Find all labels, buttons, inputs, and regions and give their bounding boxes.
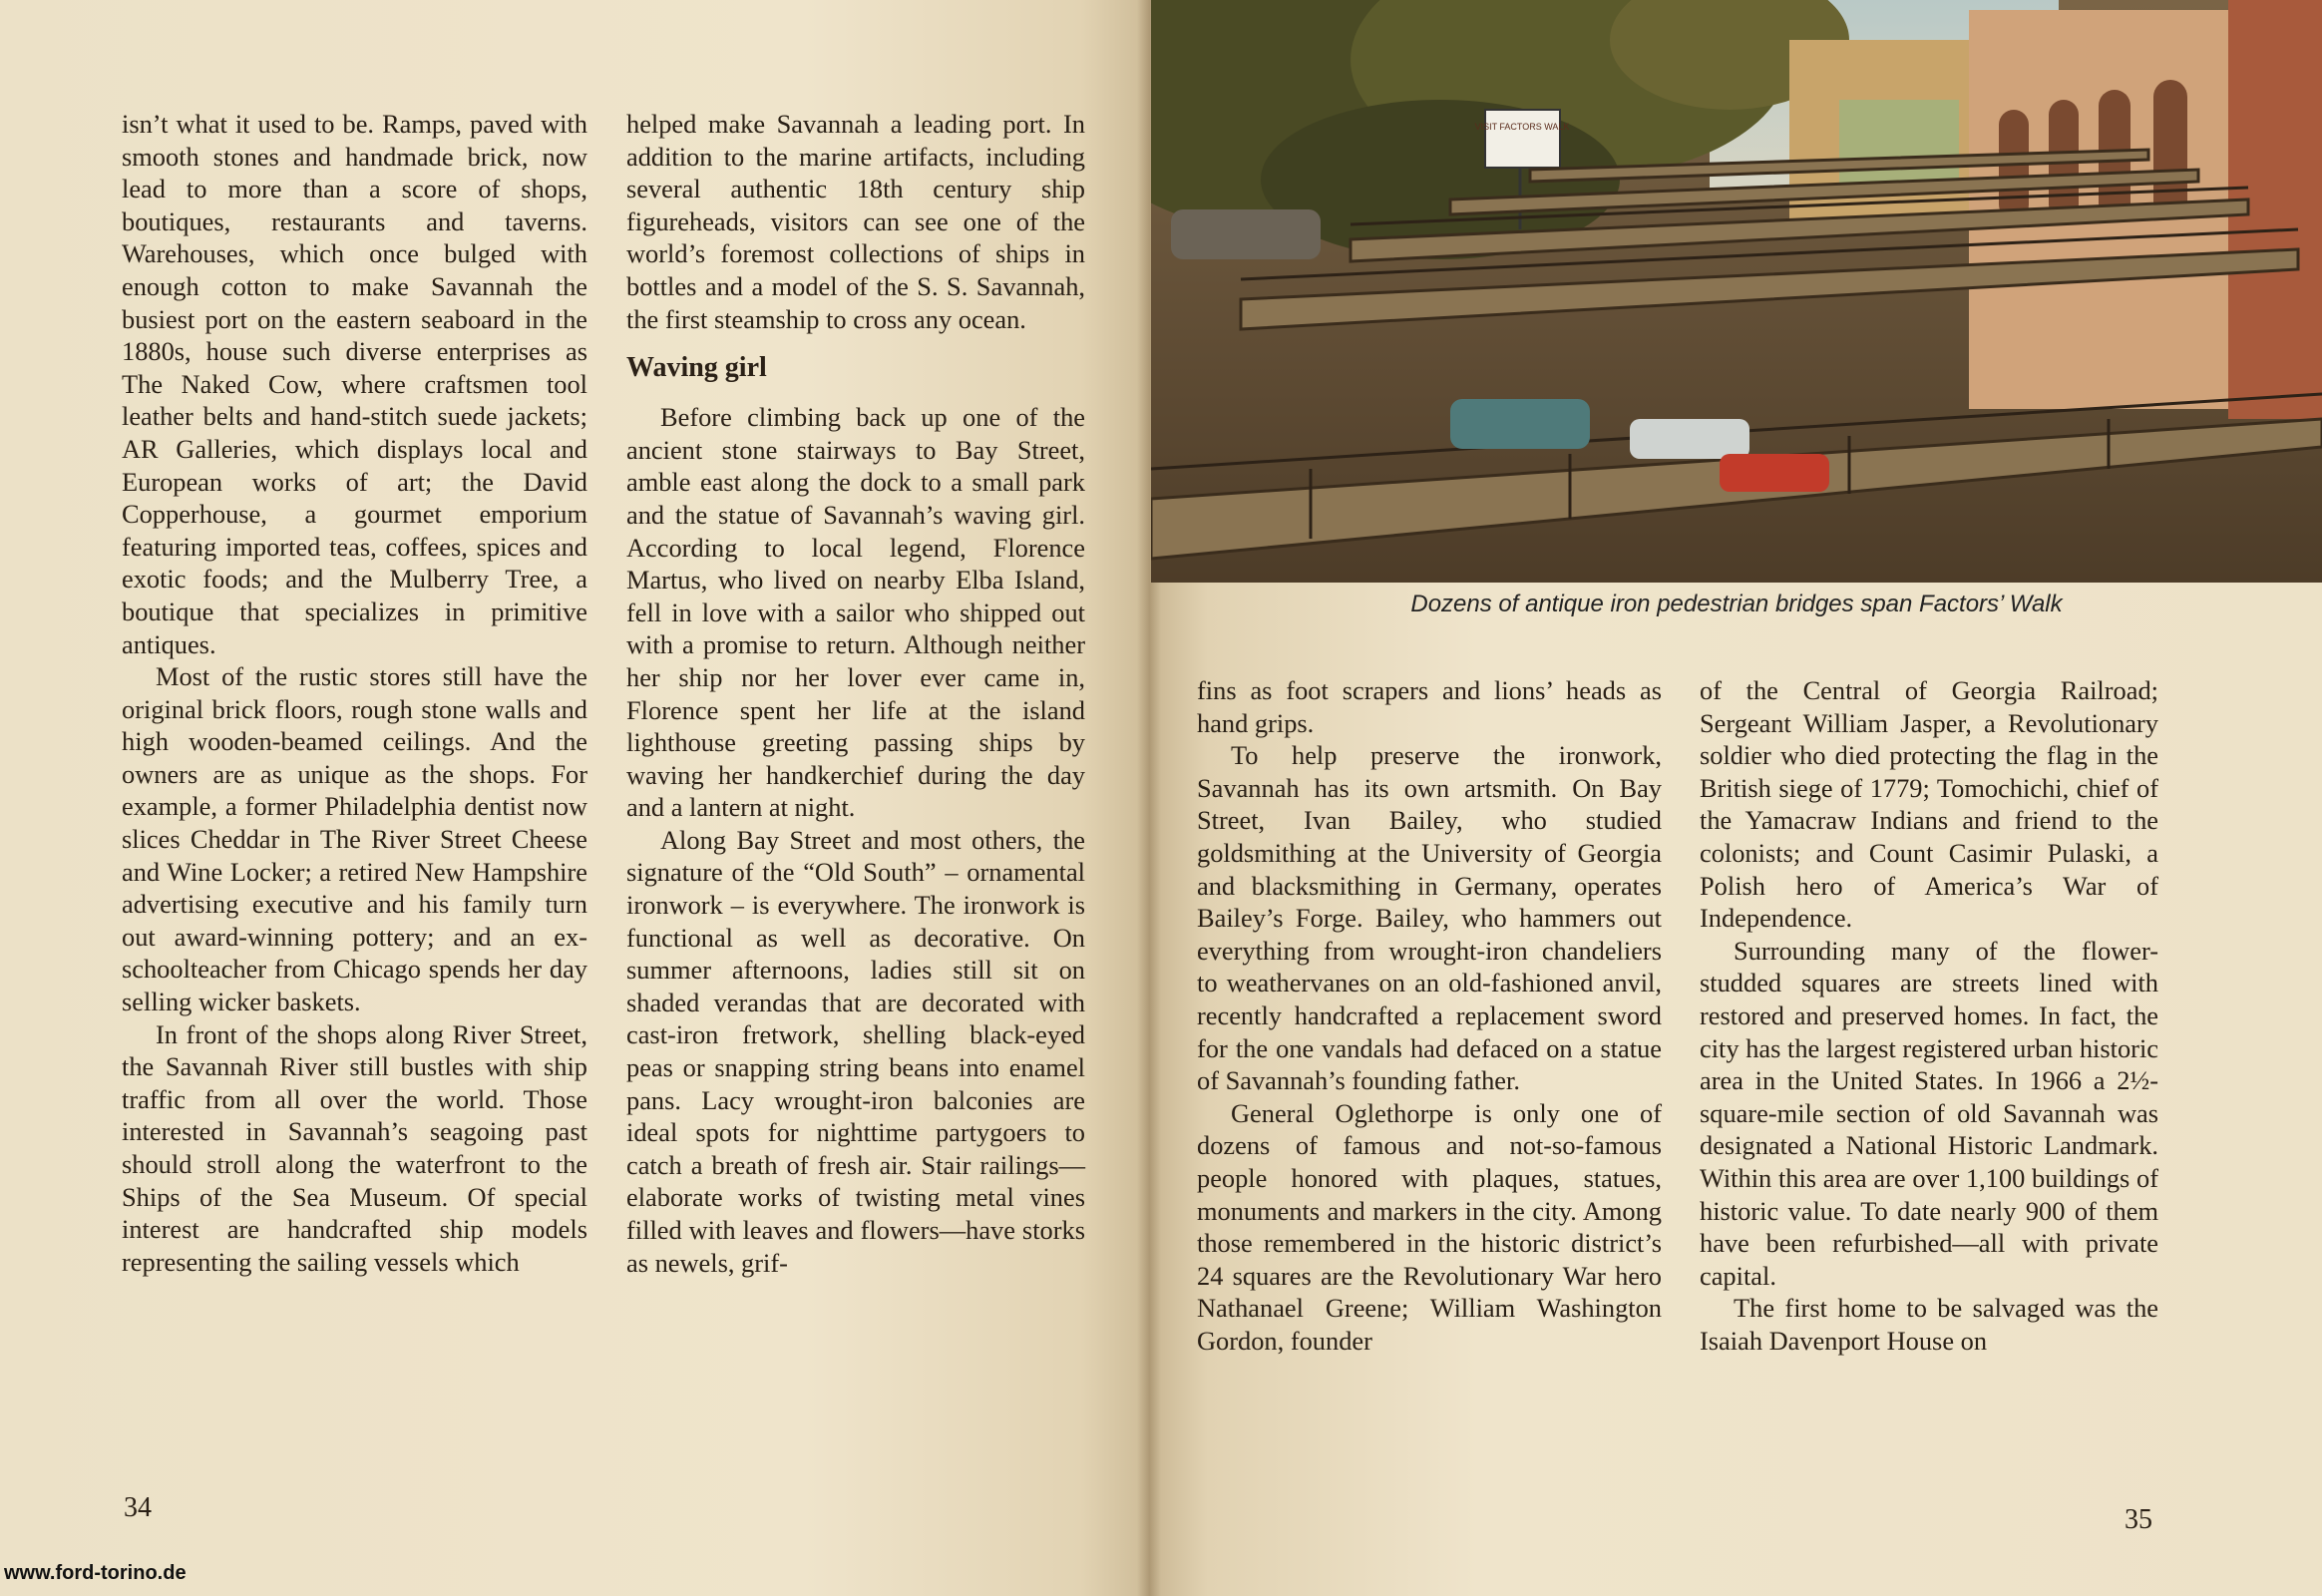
paragraph: isn’t what it used to be. Ramps, paved with smooth stones and handmade brick, now lead to more than a score of shops, boutiques, restaurants and taverns. Warehouses, which once bulged with enough cotton to make Savannah the busiest port on the eastern seaboard in the 1880s, house such diverse enterprises as The Naked Cow, where craftsmen tool leather belts and hand-stitch suede jackets; AR Galleries, which displays local and European works of art; the David Copperhouse, a gourmet emporium featuring imported teas, coffees, spices and exotic foods; and the Mulberry Tree, a boutique that specializes in primitive antiques. [122, 109, 587, 659]
page-number-right: 35 [2125, 1504, 2152, 1535]
paragraph: Most of the rustic stores still have the original brick floors, rough stone walls and high wooden-beamed ceilings. And the owners are as unique as the shops. For example, a former Philadelphia dentist now slices Cheddar in The River Street Cheese and Wine Locker; a retired New Hampshire advertising executive and his family turn out award-winning pottery; and an ex-schoolteacher from Chicago spends her day selling wicker baskets. [122, 661, 587, 1017]
paragraph: fins as foot scrapers and lions’ heads as hand grips. [1197, 675, 1662, 738]
photo-caption: Dozens of antique iron pedestrian bridges span Factors’ Walk [1410, 591, 2063, 617]
paragraph: Along Bay Street and most others, the signature of the “Old South” – ornamental ironwork – is everywhere. The ironwork is functional as well as decorative. On summer afternoons, ladies still sit on shaded verandas that are decorated with cast-iron fretwork, shelling black-eyed peas or snapping string beans into enamel pans. Lacy wrought-iron balconies are ideal spots for nighttime partygoers to catch a breath of fresh air. Stair railings—elaborate works of twisting metal vines filled with leaves and flowers—have storks as newels, grif- [626, 824, 1085, 1278]
left-column-2 [626, 108, 1085, 1279]
paragraph: Before climbing back up one of the ancient stone stairways to Bay Street, amble east along the dock to a small park and the statue of Savannah’s waving girl. According to local legend, Florence Martus, who lived on nearby Elba Island, fell in love with a sailor who shipped out with a promise to return. Although neither her ship nor her lover ever came in, Florence spent her life at the island lighthouse greeting passing ships by waving her handkerchief during the day and a lantern at night. [626, 402, 1085, 823]
paragraph: The first home to be salvaged was the Isaiah Davenport House on [1700, 1293, 2158, 1356]
paragraph: To help preserve the ironwork, Savannah has its own artsmith. On Bay Street, Ivan Bailey, who studied goldsmithing at the University of Georgia and blacksmithing in Germany, operates Bailey’s Forge. Bailey, who hammers out everything from wrought-iron chandeliers to weathervanes on an old-fashioned anvil, recently handcrafted a replacement sword for the one vandals had defaced on a statue of Savannah’s founding father. [1197, 740, 1662, 1096]
left-page [0, 0, 1149, 1596]
paragraph: In front of the shops along River Street, the Savannah River still bustles with ship traffic from all over the world. Those interested in Savannah’s seagoing past should stroll along the waterfront to the Ships of the Sea Museum. Of special interest are handcrafted ship models representing the sailing vessels which [122, 1018, 587, 1277]
paragraph: of the Central of Georgia Railroad; Sergeant William Jasper, a Revolutionary soldier who died protecting the flag in the British siege of 1779; Tomochichi, chief of the Yamacraw Indians and friend to the colonists; and Count Casimir Pulaski, a Polish hero of America’s War of Independence. [1700, 675, 2158, 934]
paragraph: helped make Savannah a leading port. In addition to the marine artifacts, including several authentic 18th century ship figureheads, visitors can see one of the world’s foremost collections of ships in bottles and a model of the S. S. Savannah, the first steamship to cross any ocean. [626, 109, 1085, 334]
watermark: www.ford-torino.de [4, 1562, 187, 1584]
left-column-1 [122, 108, 587, 1278]
factors-walk-photo [1151, 0, 2322, 583]
right-column-1 [1197, 674, 1662, 1357]
photo-sign-text: VISIT FACTORS WALK [1474, 122, 1570, 132]
section-heading: Waving girl [626, 352, 767, 384]
paragraph: Surrounding many of the flower-studded squares are streets lined with restored and preserved homes. In fact, the city has the largest registered urban historic area in the United States. In 1966 a 2½-square-mile section of old Savannah was designated a National Historic Landmark. Within this area are over 1,100 buildings of historic value. To date nearly 900 of them have been refurbished—all with private capital. [1700, 935, 2158, 1291]
photo-illustration [1151, 0, 2322, 583]
right-column-2 [1700, 674, 2158, 1357]
page-number-left: 34 [124, 1492, 152, 1523]
paragraph: General Oglethorpe is only one of dozens of famous and not-so-famous people honored with plaques, statues, monuments and markers in the city. Among those remembered in the historic district’s 24 squares are the Revolutionary War hero Nathanael Greene; William Washington Gordon, founder [1197, 1097, 1662, 1356]
